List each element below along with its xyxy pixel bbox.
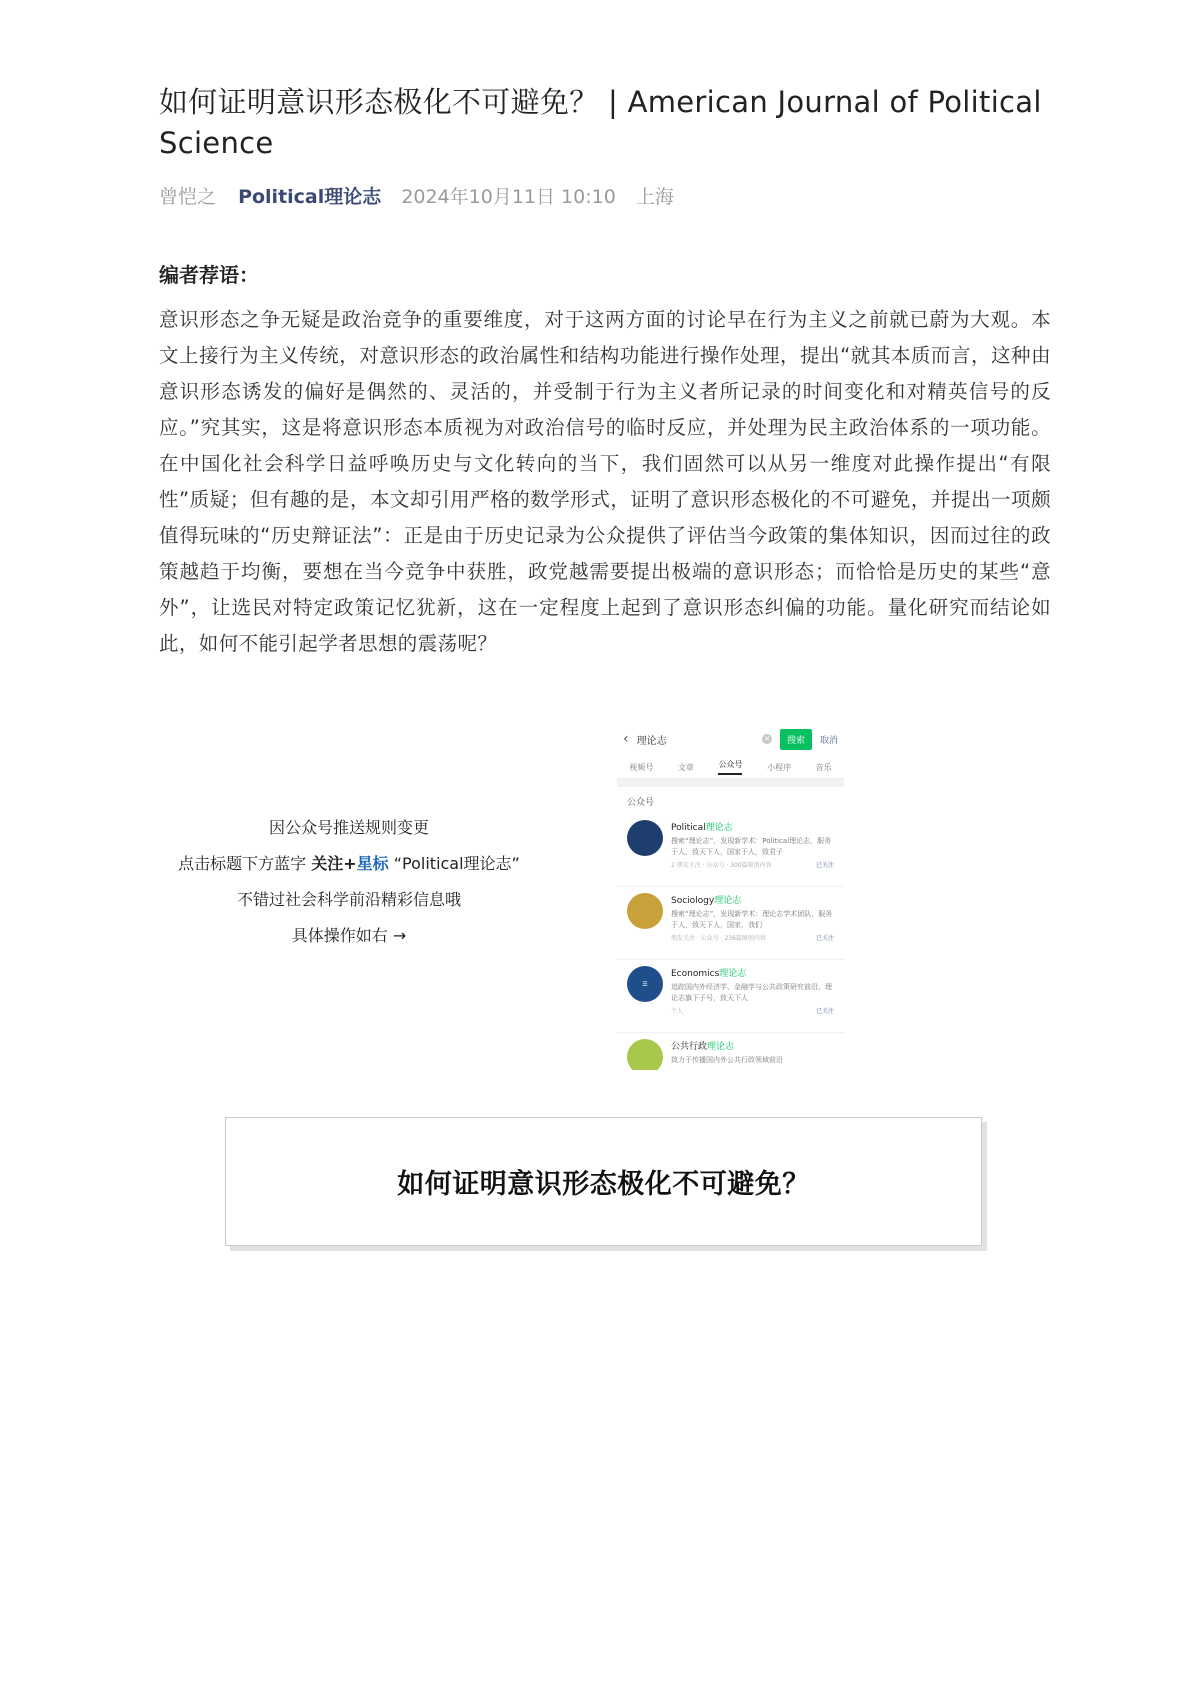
phone-search-button: 搜索 [780, 729, 812, 750]
phone-result-item [617, 1033, 844, 1070]
phone-tab: 小程序 [767, 762, 792, 772]
phone-section-title: 公众号 [627, 798, 655, 808]
phone-result-name-highlight: 理论志 [705, 823, 733, 833]
account-avatar: ☰ [627, 966, 663, 1002]
follow-promo [159, 722, 1051, 1070]
clear-icon: × [763, 734, 771, 743]
phone-result-name [671, 966, 834, 979]
promo-follow-text: 关注+ [311, 854, 357, 873]
phone-result-link: 已关注 [815, 1008, 834, 1015]
article [159, 82, 1051, 662]
phone-result-meta: 个人 [671, 1008, 684, 1015]
phone-result-meta: 2 朋友关注 · 公众号 · 300篇原创内容 [671, 862, 772, 869]
phone-result-name-prefix: Political [671, 823, 706, 833]
phone-search-bar [617, 722, 844, 756]
phone-result-name-highlight: 理论志 [707, 1042, 735, 1052]
account-avatar [627, 820, 663, 856]
promo-line-2-suffix: “Political理论志” [388, 854, 520, 873]
promo-line-2 [159, 846, 539, 882]
phone-result-body [671, 893, 834, 951]
phone-result-link: 已关注 [815, 935, 834, 942]
phone-result-name-highlight: 理论志 [714, 896, 742, 906]
promo-line-3: 不错过社会科学前沿精彩信息哦 [236, 890, 461, 909]
phone-result-item [617, 960, 844, 1033]
phone-result-name-prefix: Economics [671, 969, 720, 979]
phone-result-desc: 追踪国内外经济学、金融学与公共政策研究前沿，理论志旗下子号，致天下人 [671, 983, 832, 1002]
editor-recommendation-text: 意识形态之争无疑是政治竞争的重要维度，对于这两方面的讨论早在行为主义之前就已蔚为大观。本文上接行为主义传统，对意识形态的政治属性和结构功能进行操作处理，提出“就其本质而言，这种由意识形态诱发的偏好是偶然的、灵活的，并受制于行为主义者所记录的时间变化和对精英信号的反应。”究其实，这是将意识形态本质视为对政治信号的临时反应，并处理为民主政治体系的一项功能。在中国化社会科学日益呼唤历史与文化转向的当下，我们固然可以从另一维度对此操作提出“有限性”质疑；但有趣的是，本文却引用严格的数学形式，证明了意识形态极化的不可避免，并提出一项颇值得玩味的“历史辩证法”：正是由于历史记录为公众提供了评估当今政策的集体知识，因而过往的政策越趋于均衡，要想在当今竞争中获胜，政党越需要提出极端的意识形态；而恰恰是历史的某些“意外”，让选民对特定政策记忆犹新，这在一定程度上起到了意识形态纠偏的功能。量化研究而结论如此，如何不能引起学者思想的震荡呢？ [159, 308, 1051, 655]
phone-result-desc: 搜索“理论志”，发现新学术：理论志学术团队，服务于人，致天下人，国家，我们 [671, 910, 833, 929]
phone-divider [617, 779, 844, 787]
phone-result-item [617, 887, 844, 960]
account-avatar [627, 1039, 663, 1070]
phone-tab: 视频号 [629, 762, 654, 772]
phone-result-item [617, 814, 844, 887]
phone-tab: 文章 [677, 762, 694, 772]
author-name: 曾恺之 [159, 186, 217, 208]
phone-result-foot [671, 933, 834, 942]
promo-star-text: 星标 [356, 854, 389, 873]
phone-result-name-highlight: 理论志 [719, 969, 747, 979]
account-avatar [627, 893, 663, 929]
phone-result-name [671, 820, 834, 833]
publish-date: 2024年10月11日 10:10 [401, 186, 616, 208]
phone-tabs [617, 756, 844, 779]
phone-result-name-prefix: Sociology [671, 896, 715, 906]
phone-result-foot [671, 1006, 834, 1015]
callout-title: 如何证明意识形态极化不可避免？ [397, 1169, 810, 1200]
phone-result-desc: 搜索“理论志”，发现新学术：Political理论志，服务于人，致天下人，国家于人，致君子 [671, 837, 832, 856]
publish-location: 上海 [635, 186, 674, 208]
phone-result-body [671, 820, 834, 878]
promo-text [159, 810, 539, 954]
phone-tab: 音乐 [815, 762, 832, 772]
article-title: 如何证明意识形态极化不可避免？ | American Journal of Political Science [159, 85, 1042, 160]
promo-line-2-prefix: 点击标题下方蓝字 [178, 854, 312, 873]
phone-tab-active: 公众号 [718, 759, 742, 775]
phone-result-foot [671, 860, 834, 869]
promo-line-4: 具体操作如右 → [291, 926, 407, 945]
phone-search-query: 理论志 [636, 735, 667, 747]
phone-result-desc: 致力于传播国内外公共行政领域前沿 [671, 1056, 783, 1064]
phone-result-name [671, 1039, 834, 1052]
back-arrow-icon: ‹ [623, 731, 629, 747]
phone-result-name-prefix: 公共行政 [671, 1042, 708, 1052]
phone-result-name [671, 893, 834, 906]
article-meta [159, 182, 1051, 209]
phone-result-body [671, 1039, 834, 1070]
phone-result-body [671, 966, 834, 1024]
promo-line-1: 因公众号推送规则变更 [268, 818, 429, 837]
phone-screenshot [617, 722, 844, 1070]
title-callout-box [225, 1117, 982, 1246]
editor-recommendation-label: 编者荐语： [159, 263, 259, 287]
phone-result-meta: 朋友关注 · 公众号 · 236篇原创内容 [671, 935, 766, 942]
account-link[interactable]: Political理论志 [238, 186, 382, 208]
phone-result-link: 已关注 [815, 862, 834, 869]
phone-cancel-button: 取消 [819, 735, 838, 746]
